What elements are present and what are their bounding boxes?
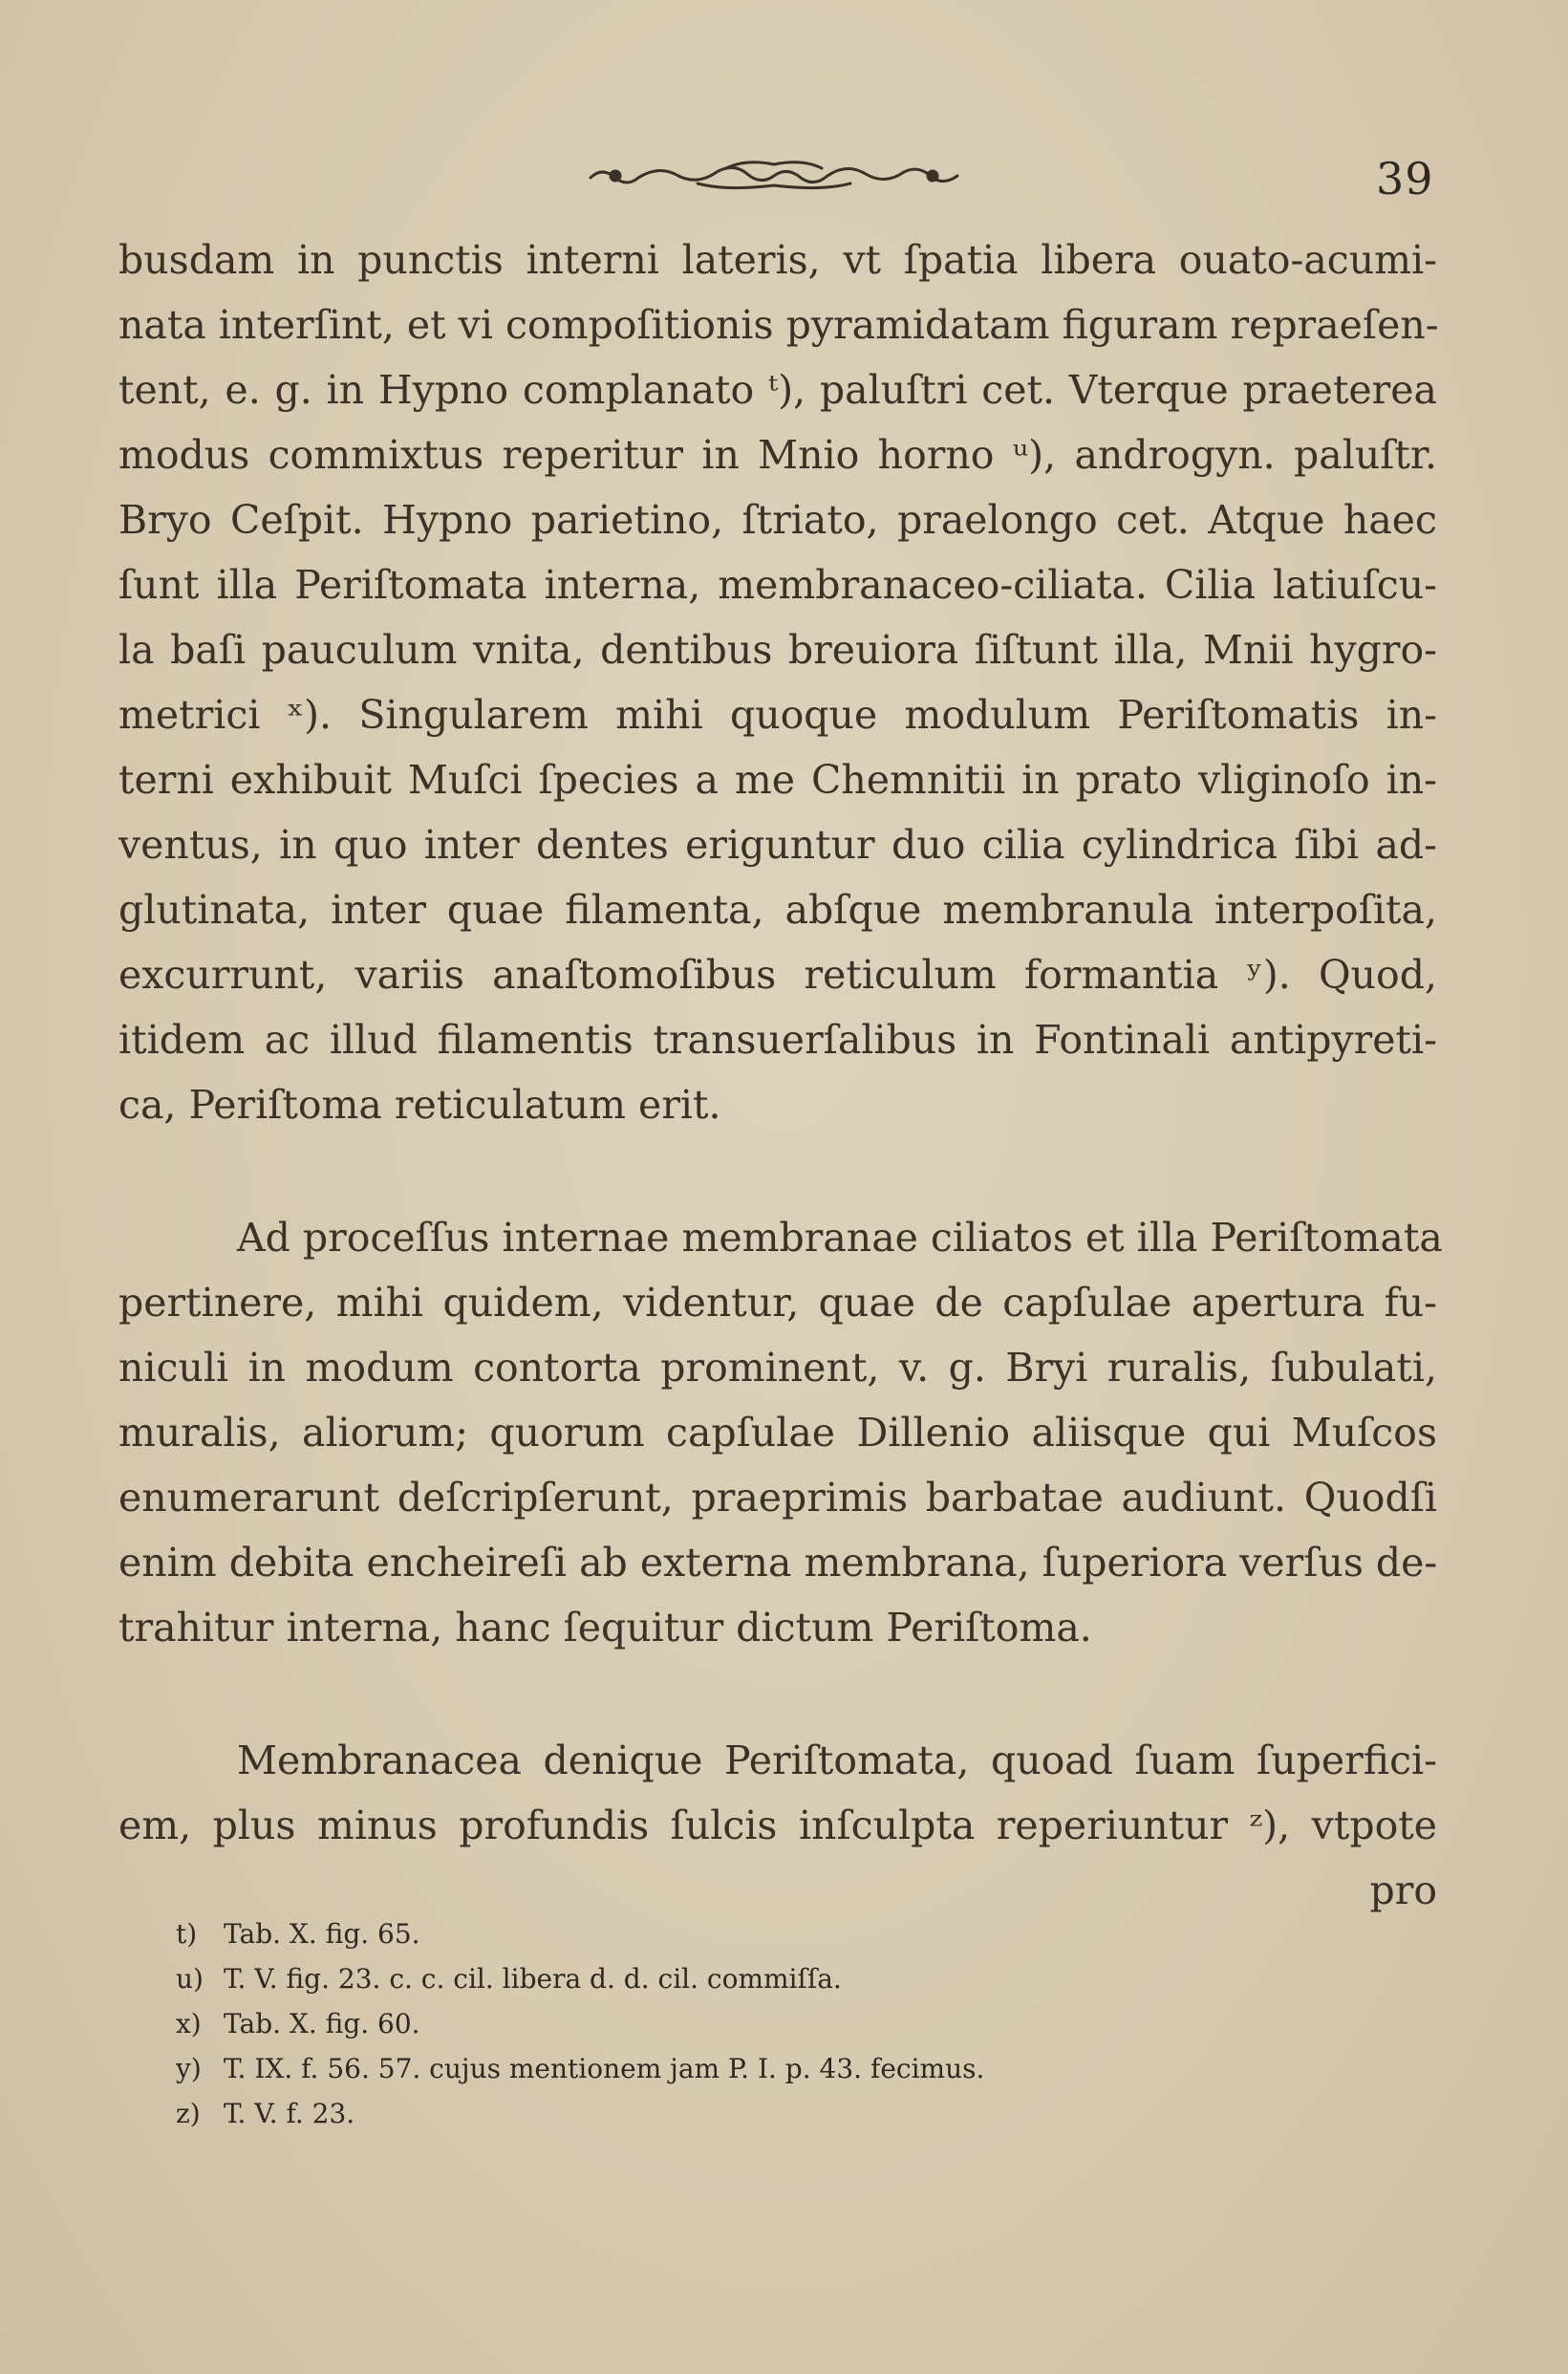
paragraph-2 xyxy=(118,1205,1443,1660)
footnote xyxy=(176,2046,1322,2091)
text-line: ca, Periſtoma reticulatum erit. xyxy=(118,1082,721,1128)
footnote-key: z) xyxy=(176,2098,201,2129)
text-line: tent, e. g. in Hypno complanato ᵗ), paluſtri cet. Vterque praeterea xyxy=(118,367,1437,413)
text-line: modus commixtus reperitur in Mnio horno ᵘ), androgyn. paluſtr. xyxy=(118,432,1437,478)
footnote-text: Tab. X. fig. 60. xyxy=(224,2008,420,2039)
text-line: metrici ˣ). Singularem mihi quoque modulum Periſtomatis in- xyxy=(118,692,1437,738)
text-line: em, plus minus profundis ſulcis inſculpta reperiuntur ᶻ), vtpote xyxy=(118,1802,1437,1848)
text-line: trahitur interna, hanc ſequitur dictum Periſtoma. xyxy=(118,1605,1092,1651)
text-line: excurrunt, variis anaſtomoſibus reticulum formantia ʸ). Quod, xyxy=(118,952,1437,998)
page-number: 39 xyxy=(1376,153,1434,205)
text-line: itidem ac illud filamentis transuerſalibus in Fontinali antipyreti- xyxy=(118,1017,1437,1063)
text-line: enumerarunt deſcripſerunt, praeprimis barbatae audiunt. Quodſi xyxy=(118,1475,1437,1521)
text-line: Bryo Ceſpit. Hypno parietino, ſtriato, praelongo cet. Atque haec xyxy=(118,497,1437,543)
paragraph-3 xyxy=(118,1728,1437,1923)
paragraph-1 xyxy=(118,227,1437,1137)
decorative-ornament-icon xyxy=(583,157,965,195)
footnote-key: u) xyxy=(176,1963,204,1995)
text-line: terni exhibuit Muſci ſpecies a me Chemnitii in prato vliginoſo in- xyxy=(118,757,1437,803)
text-line: pertinere, mihi quidem, videntur, quae de capſulae apertura fu- xyxy=(118,1280,1437,1326)
text-line: nata interſint, et vi compoſitionis pyramidatam figuram repraeſen- xyxy=(118,302,1439,348)
footnote xyxy=(176,2091,1322,2136)
paragraph-spacer xyxy=(118,1660,1437,1728)
text-line: niculi in modum contorta prominent, v. g. Bryi ruralis, ſubulati, xyxy=(118,1345,1437,1391)
footnote-key: y) xyxy=(176,2053,202,2084)
footnote xyxy=(176,2001,1322,2046)
text-line: la baſi pauculum vnita, dentibus breuiora ſiſtunt illa, Mnii hygro- xyxy=(118,627,1437,673)
footnote-key: x) xyxy=(176,2008,202,2039)
footnote-key: t) xyxy=(176,1918,198,1950)
text-line: Membranacea denique Periſtomata, quoad ſuam ſuperfici- xyxy=(237,1737,1437,1783)
page-header xyxy=(0,153,1568,210)
paragraph-spacer xyxy=(118,1137,1437,1205)
text-line: ventus, in quo inter dentes eriguntur duo cilia cylindrica ſibi ad- xyxy=(118,822,1437,868)
body-text xyxy=(118,227,1443,1923)
footnotes xyxy=(176,1911,1322,2136)
text-line: enim debita encheireſi ab externa membrana, ſuperiora verſus de- xyxy=(118,1540,1438,1586)
catchword: pro xyxy=(1369,1867,1437,1913)
text-line: Ad proceſſus internae membranae ciliatos et illa Periſtomata xyxy=(237,1215,1443,1261)
text-line: glutinata, inter quae filamenta, abſque membranula interpoſita, xyxy=(118,887,1437,933)
text-line: busdam in punctis interni lateris, vt ſpatia libera ouato-acumi- xyxy=(118,237,1437,283)
footnote xyxy=(176,1956,1322,2001)
text-line: muralis, aliorum; quorum capſulae Dillenio aliisque qui Muſcos xyxy=(118,1410,1437,1456)
footnote-text: Tab. X. fig. 65. xyxy=(224,1918,420,1950)
text-line: ſunt illa Periſtomata interna, membranaceo-ciliata. Cilia latiuſcu- xyxy=(118,562,1437,608)
footnote-text: T. V. f. 23. xyxy=(224,2098,355,2129)
footnote-text: T. IX. f. 56. 57. cujus mentionem jam P. I. p. 43. fecimus. xyxy=(224,2053,985,2084)
footnote xyxy=(176,1911,1322,1956)
footnote-text: T. V. fig. 23. c. c. cil. libera d. d. cil. commiſſa. xyxy=(224,1963,842,1995)
